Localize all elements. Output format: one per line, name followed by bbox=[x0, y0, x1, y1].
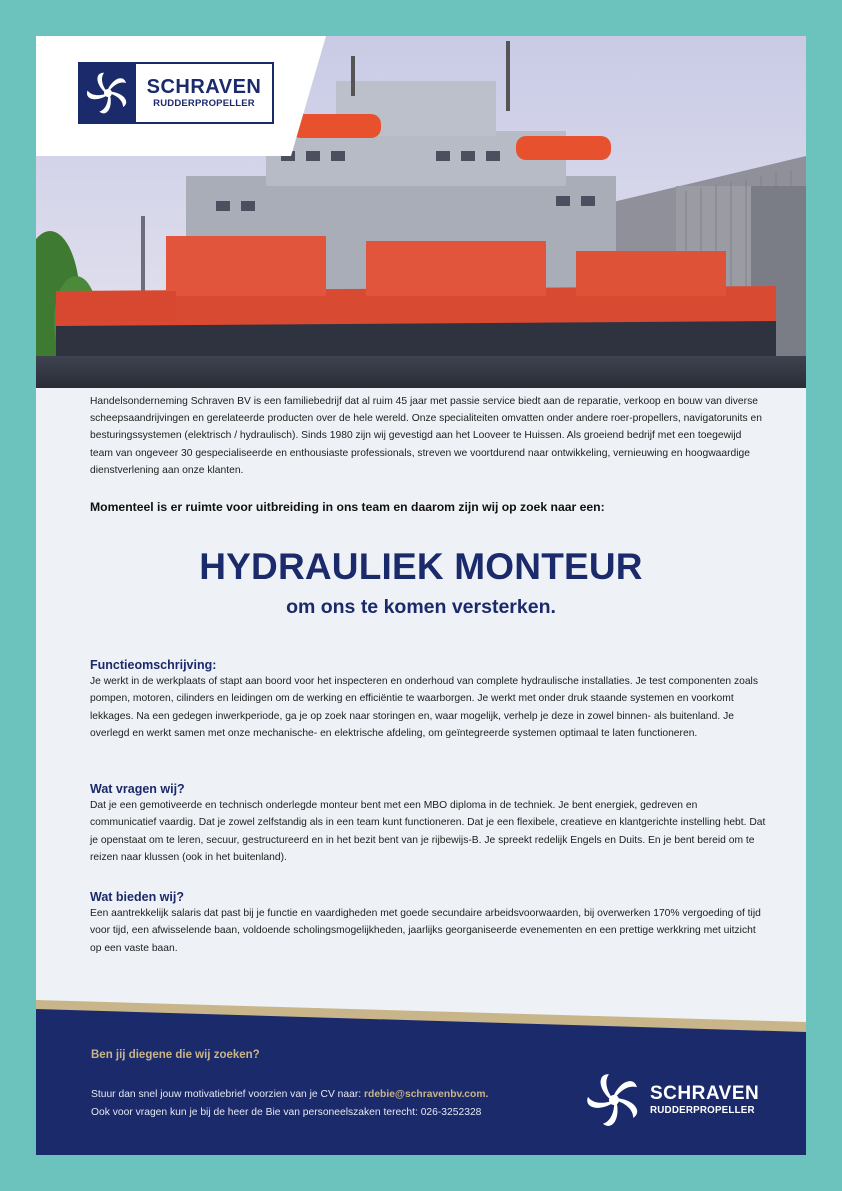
section-body: Dat je een gemotiveerde en technisch onderlegde monteur bent met een MBO diploma in de techniek. Je bent energiek, gedreven en communicatief vaardig. Dat je zowel zelfstandig als in een team kunt functioneren. Dat je een flexibele, creatieve en klantgerichte instelling hebt. Dat je openstaat om te leren, secuur, gestructureerd en in het bezit bent van je rijbewijs-B. Je spreekt redelijk Engels en Duits. En je bent bereid om te reizen naar klussen (ook in het buitenland). bbox=[90, 800, 766, 863]
footer-contact-line: Ook voor vragen kun je bij de heer de Bie van personeelszaken terecht: 026-3252328 bbox=[91, 1107, 482, 1118]
footer-question: Ben jij diegene die wij zoeken? bbox=[91, 1049, 260, 1061]
section-heading: Wat vragen wij? bbox=[90, 782, 185, 796]
propeller-icon bbox=[584, 1070, 644, 1130]
footer-logo bbox=[584, 1070, 784, 1130]
logo-wordmark: SCHRAVEN bbox=[146, 76, 262, 98]
footer-apply-line bbox=[91, 1089, 488, 1100]
intro-paragraph: Handelsonderneming Schraven BV is een familiebedrijf dat al ruim 45 jaar met passie service biedt aan de reparatie, verkoop en bouw van diverse scheepsaandrijvingen en gerelateerde producten over de hele wereld. Onze specialiteiten omvatten onder andere roer-propellers, navigatorunits en besturingssystemen (elektrisch / hydraulisch). Sinds 1980 zijn wij gevestigd aan het Looveer te Huissen. Als groeiend bedrijf met een toegewijd team van ongeveer 30 gespecialiseerde en enthousiaste professionals, streven we voortdurend naar ontwikkeling, vernieuwing en hoogwaardige dienstverlening aan onze klanten. bbox=[90, 396, 763, 476]
section-heading: Wat bieden wij? bbox=[90, 890, 184, 904]
vacancy-subtitle: om ons te komen versterken. bbox=[286, 596, 556, 618]
section-body: Een aantrekkelijk salaris dat past bij je functie en vaardigheden met goede secundaire arbeidsvoorwaarden, bij overwerken 170% vergoeding of tijd voor tijd, een afwisselende baan, voldoende scholingsmogelijkheden, jaarlijks georganiseerde evenementen en een prettige werkkring met uitzicht op een vaste baan. bbox=[90, 908, 761, 954]
lead-sentence: Momenteel is er ruimte voor uitbreiding in ons team en daarom zijn wij op zoek naar een: bbox=[90, 500, 605, 514]
section-body: Je werkt in de werkplaats of stapt aan boord voor het inspecteren en onderhoud van complete hydraulische installaties. Je test componenten zoals pompen, motoren, cilinders en leidingen om de werking en efficiëntie te waarborgen. Je werkt met onder druk staande systemen en voorkomt lekkages. Na een gedegen inwerkperiode, ga je op zoek naar storingen en, waar mogelijk, verhelp je deze in zowel binnen- als buitenland. Je overlegd en werkt samen met onze mechanische- en elektrische afdeling, om geïntegreerde systemen optimaal te laten functioneren. bbox=[90, 676, 758, 739]
section-function-description bbox=[90, 657, 766, 742]
vacancy-title: HYDRAULIEK MONTEUR bbox=[199, 546, 643, 587]
section-offer bbox=[90, 889, 766, 957]
company-logo bbox=[78, 62, 274, 124]
footer-logo-tagline: RUDDERPROPELLER bbox=[650, 1105, 755, 1116]
logo-tagline: RUDDERPROPELLER bbox=[153, 98, 255, 109]
section-heading: Functieomschrijving: bbox=[90, 658, 217, 672]
vacancy-sheet bbox=[36, 36, 806, 1155]
footer-apply-text: Stuur dan snel jouw motivatiebrief voorzien van je CV naar: bbox=[91, 1089, 362, 1100]
propeller-icon bbox=[80, 64, 136, 122]
section-requirements bbox=[90, 781, 766, 866]
contact-email-link[interactable]: rdebie@schravenbv.com. bbox=[364, 1089, 489, 1100]
hero-photo bbox=[36, 36, 806, 388]
footer-logo-wordmark: SCHRAVEN bbox=[650, 1083, 760, 1104]
